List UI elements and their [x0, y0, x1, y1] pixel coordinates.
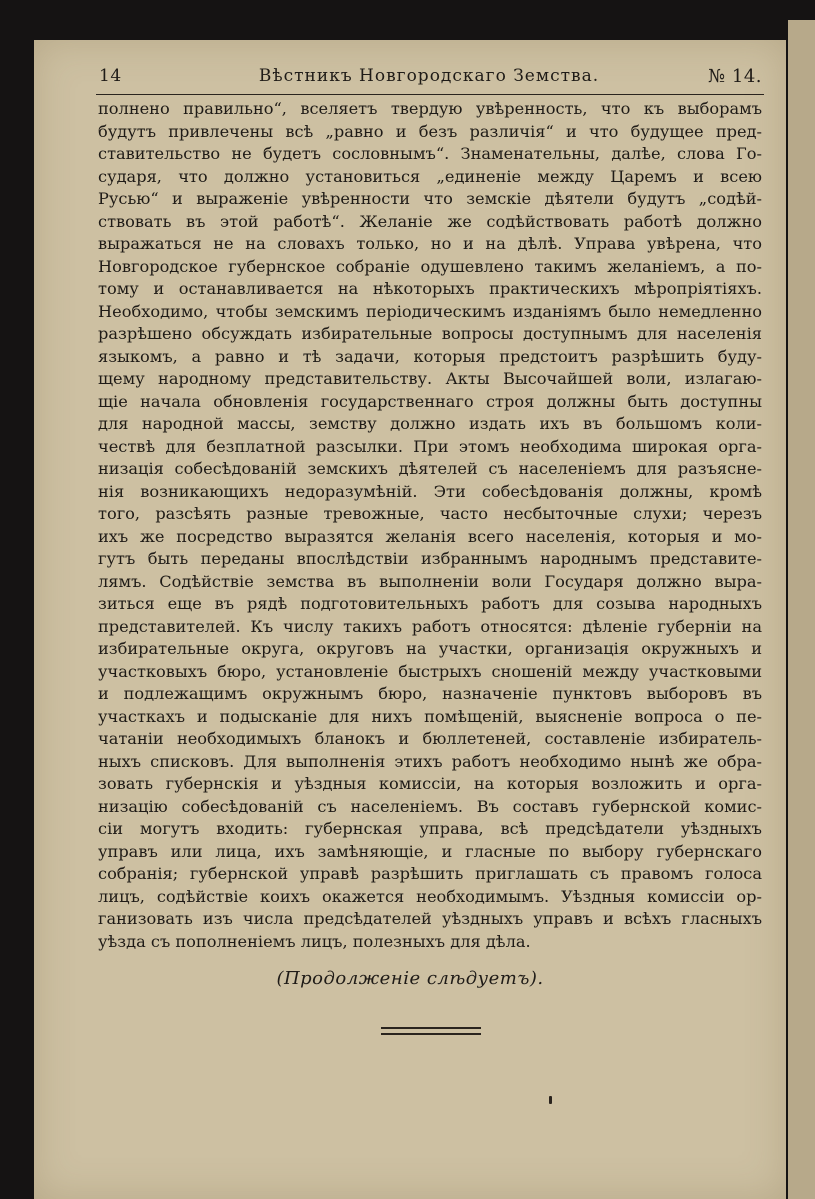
text-line: щему народному представительству. Акты Высочайшей воли, излагаю-: [98, 369, 762, 388]
text-line: собранія; губернской управѣ разрѣшить приглашать съ правомъ голоса: [98, 864, 762, 883]
text-line: ихъ же посредство выразятся желанія всего населенія, которыя и мо-: [98, 526, 762, 546]
text-line: управъ или лица, ихъ замѣняющіе, и гласные по выбору губернскаго: [98, 841, 762, 861]
double-rule-divider: [381, 1027, 481, 1035]
text-line: гутъ быть переданы впослѣдствіи избраннымъ народнымъ представите-: [98, 549, 762, 568]
text-line: низація собесѣдованій земскихъ дѣятелей съ населеніемъ для разъясне-: [98, 459, 762, 478]
text-line: языкомъ, а равно и тѣ задачи, которыя предстоитъ разрѣшить буду-: [98, 346, 762, 366]
text-line: участкахъ и подысканіе для нихъ помѣщеній, выясненіе вопроса о пе-: [98, 706, 762, 726]
text-line: Новгородское губернское собраніе одушевлено такимъ желаніемъ, а по-: [98, 256, 762, 276]
text-line: представителей. Къ числу такихъ работъ относятся: дѣленіе губерніи на: [98, 616, 762, 636]
text-line: избирательные округа, округовъ на участки, организація окружныхъ и: [98, 639, 762, 658]
text-line: зиться еще въ рядѣ подготовительныхъ работъ для созыва народныхъ: [98, 594, 762, 613]
text-line: полнено правильно“, вселяетъ твердую увѣренность, что къ выборамъ: [98, 99, 762, 118]
text-line: участковыхъ бюро, установленіе быстрыхъ сношеній между участковыми: [98, 661, 762, 681]
text-line: будутъ привлечены всѣ „равно и безъ различія“ и что будущее пред-: [98, 121, 762, 141]
adjacent-page-edge: [788, 20, 815, 1199]
text-line: для народной массы, земству должно издать ихъ въ большомъ коли-: [98, 414, 762, 433]
text-line: чествѣ для безплатной разсылки. При этомъ необходима широкая орга-: [98, 436, 762, 456]
text-line: Русью“ и выраженіе увѣренности что земскіе дѣятели будутъ „содѣй-: [98, 189, 762, 208]
text-line: нія возникающихъ недоразумѣній. Эти собесѣдованія должны, кромѣ: [98, 481, 762, 501]
ink-speck: [549, 1096, 552, 1104]
text-line: разрѣшено обсуждать избирательные вопросы доступнымъ для населенія: [98, 324, 762, 343]
text-line: того, разсѣять разные тревожные, часто несбыточные слухи; черезъ: [98, 504, 762, 523]
text-line: ставительство не будетъ сословнымъ“. Знаменательны, далѣе, слова Го-: [98, 144, 762, 163]
journal-page: [34, 40, 786, 1199]
page-number: 14: [99, 66, 122, 86]
text-line: сударя, что должно установиться „единеніе между Царемъ и всею: [98, 166, 762, 186]
text-line: выражаться не на словахъ только, но и на дѣлѣ. Управа увѣрена, что: [98, 234, 762, 253]
text-line: зовать губернскія и уѣздныя комиссіи, на которыя возложить и орга-: [98, 774, 762, 793]
text-line: щіе начала обновленія государственнаго строя должны быть доступны: [98, 391, 762, 411]
text-line: лямъ. Содѣйствіе земства въ выполненіи воли Государя должно выра-: [98, 571, 762, 591]
text-line: уѣзда съ пополненіемъ лицъ, полезныхъ для дѣла.: [98, 931, 531, 951]
continuation-note: (Продолженіе слѣдуетъ).: [276, 968, 544, 989]
text-line: ствовать въ этой работѣ“. Желаніе же содѣйствовать работѣ должно: [98, 211, 762, 231]
text-line: Необходимо, чтобы земскимъ періодическимъ изданіямъ было немедленно: [98, 301, 762, 321]
article-body: [98, 98, 762, 953]
text-line: ныхъ списковъ. Для выполненія этихъ работъ необходимо нынѣ же обра-: [98, 751, 762, 771]
journal-title: Вѣстникъ Новгородскаго Земства.: [258, 66, 600, 86]
text-line: чатаніи необходимыхъ бланокъ и бюллетеней, составленіе избиратель-: [98, 729, 762, 748]
text-line: лицъ, содѣйствіе коихъ окажется необходимымъ. Уѣздныя комиссіи ор-: [98, 886, 762, 906]
text-line: тому и останавливается на нѣкоторыхъ практическихъ мѣропріятіяхъ.: [98, 279, 762, 298]
header-rule: [96, 94, 764, 95]
text-line: низацію собесѣдованій съ населеніемъ. Въ составъ губернской комис-: [98, 796, 762, 816]
issue-number: № 14.: [708, 66, 762, 87]
running-header: [96, 64, 762, 92]
text-line: сіи могутъ входить: губернская управа, всѣ предсѣдатели уѣздныхъ: [98, 819, 762, 838]
text-line: и подлежащимъ окружнымъ бюро, назначеніе пунктовъ выборовъ въ: [98, 684, 762, 703]
text-line: ганизовать изъ числа предсѣдателей уѣздныхъ управъ и всѣхъ гласныхъ: [98, 909, 762, 928]
